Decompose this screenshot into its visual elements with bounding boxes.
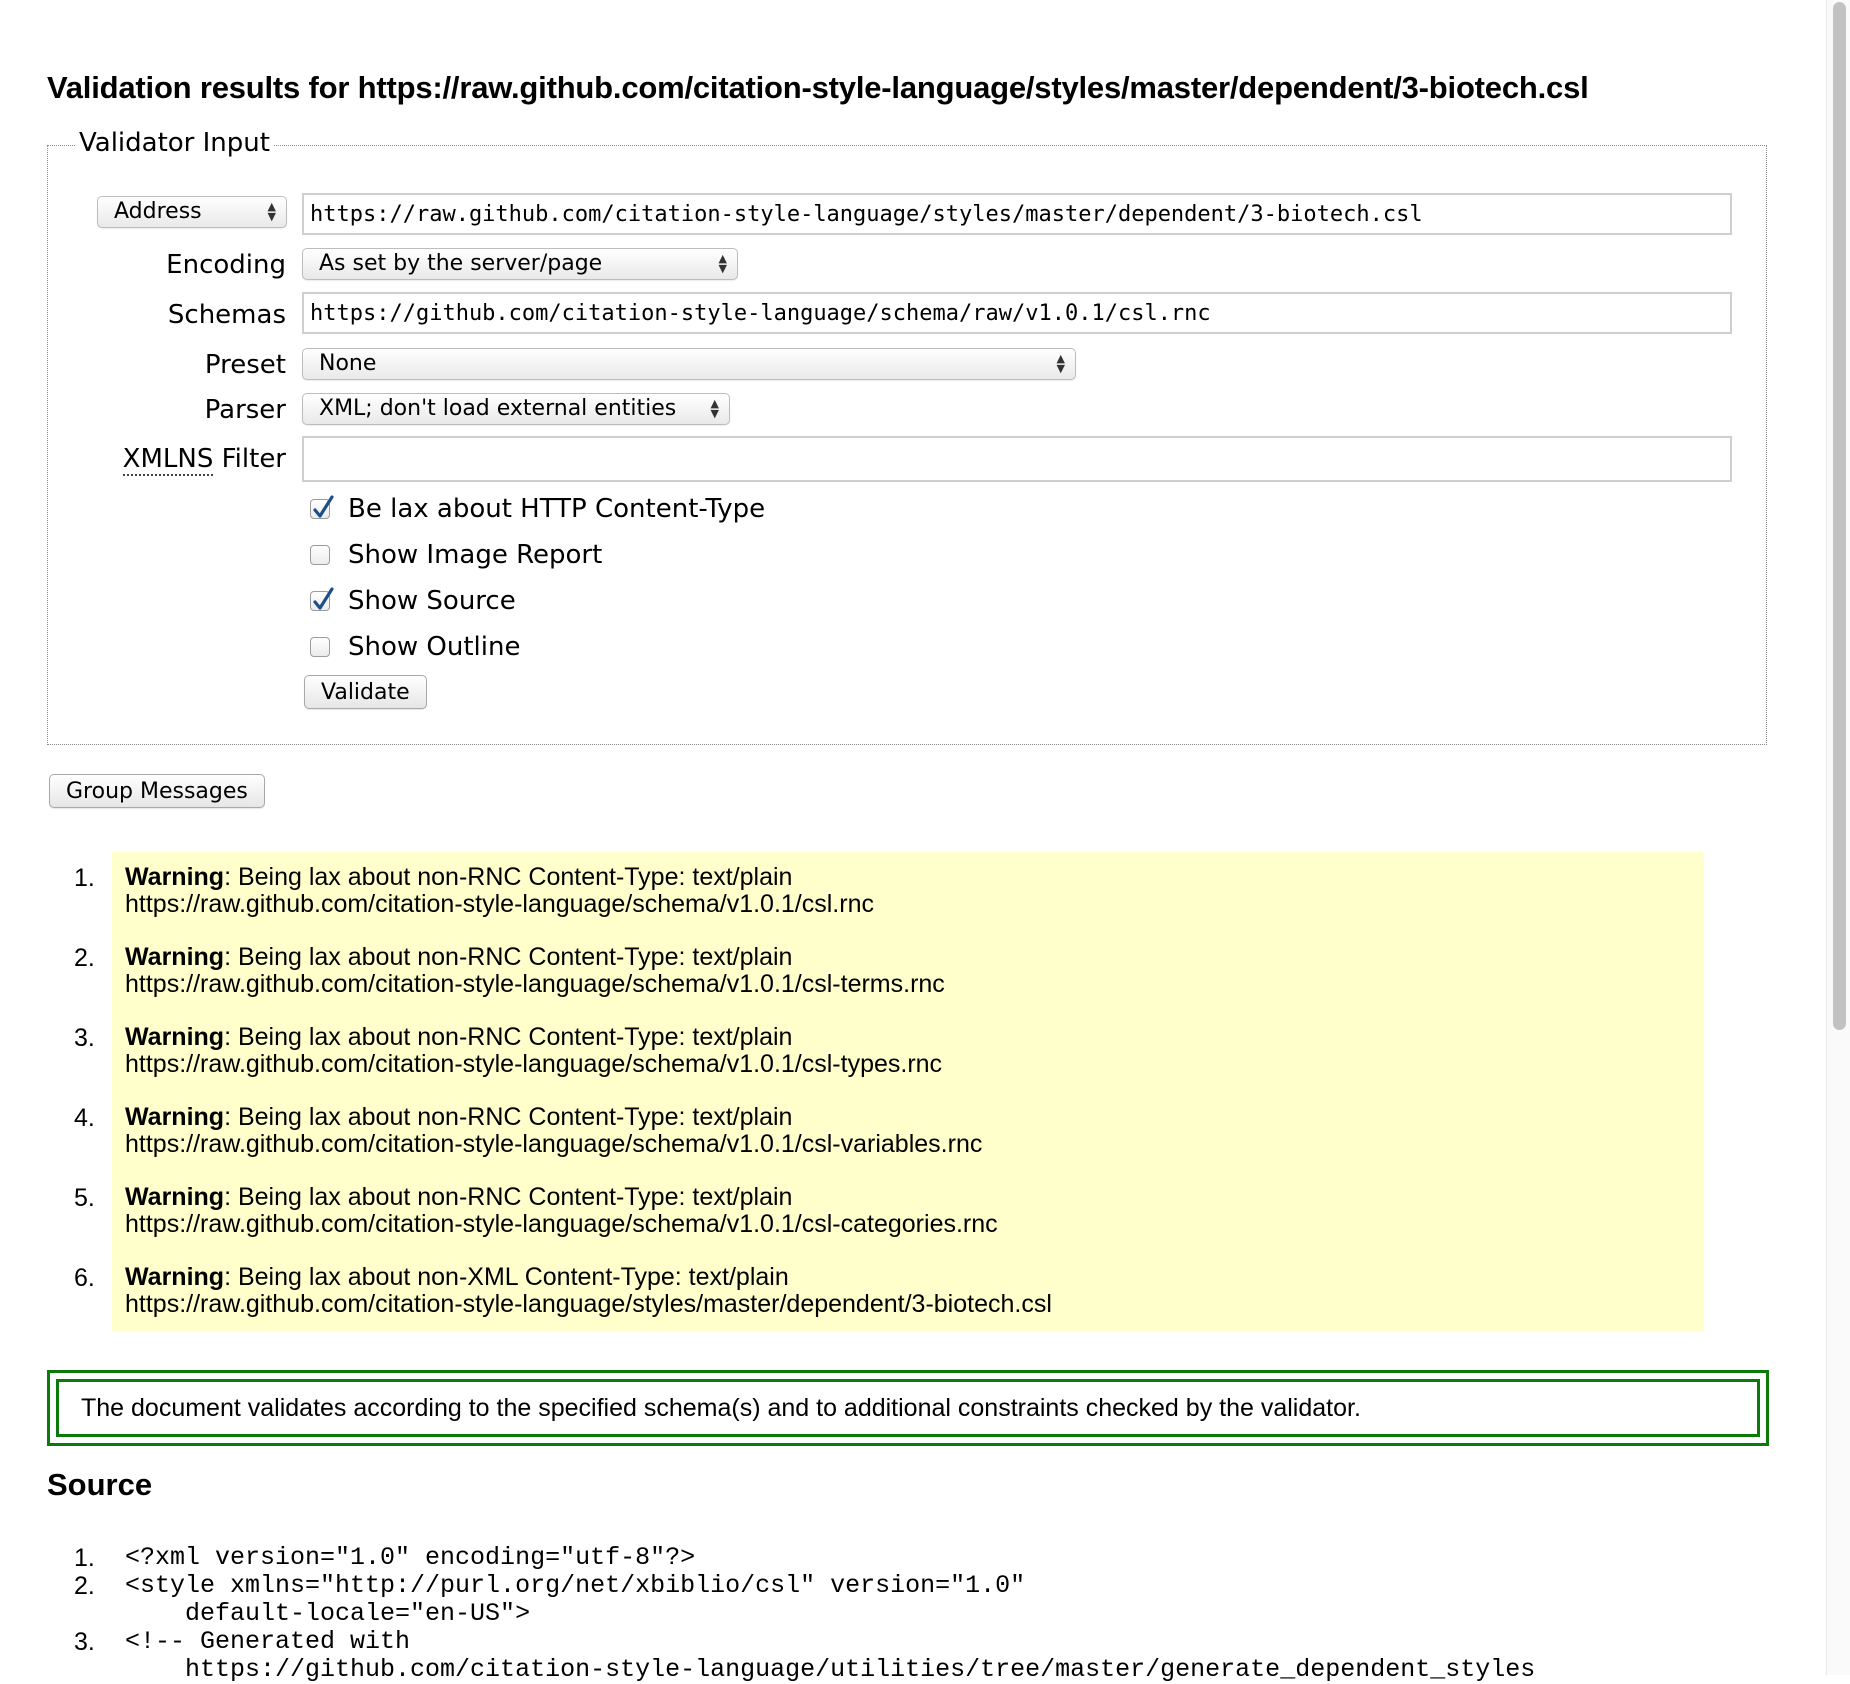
- checkbox-show-source-label: Show Source: [348, 586, 516, 616]
- checkbox-show-outline-label: Show Outline: [348, 632, 521, 662]
- checkbox-show-source[interactable]: [310, 584, 516, 618]
- message-url: https://raw.github.com/citation-style-language/schema/v1.0.1/csl.rnc: [125, 890, 874, 918]
- encoding-value: As set by the server/page: [319, 251, 603, 276]
- message-type: Warning: [125, 1263, 225, 1291]
- checkbox-image-report[interactable]: [310, 538, 602, 572]
- message-type: Warning: [125, 1103, 225, 1131]
- message-number: 5.: [74, 1184, 95, 1212]
- checkbox-image-report-box[interactable]: [310, 545, 330, 565]
- parser-value: XML; don't load external entities: [319, 396, 677, 421]
- checkbox-show-outline-box[interactable]: [310, 637, 330, 657]
- message-item: [125, 1024, 942, 1078]
- success-message: The document validates according to the specified schema(s) and to additional constraints checked by the validator.: [56, 1379, 1760, 1437]
- xmlns-abbr: XMLNS: [122, 444, 214, 474]
- message-number: 3.: [74, 1024, 95, 1052]
- source-line: <?xml version="1.0" encoding="utf-8"?>: [125, 1543, 696, 1572]
- message-item: [125, 1264, 1052, 1318]
- message-number: 1.: [74, 864, 95, 892]
- source-line-continuation: https://github.com/citation-style-language/utilities/tree/master/generate_dependent_styles: [125, 1655, 1536, 1684]
- select-arrows-icon: ▲ ▼: [718, 252, 727, 275]
- preset-label: Preset: [204, 350, 286, 380]
- address-input[interactable]: https://raw.github.com/citation-style-language/styles/master/dependent/3-biotech.csl: [302, 193, 1732, 235]
- messages-list: [112, 852, 1704, 1332]
- message-text: : Being lax about non-RNC Content-Type: text/plain: [224, 1183, 793, 1211]
- message-url: https://raw.github.com/citation-style-language/schema/v1.0.1/csl-variables.rnc: [125, 1130, 983, 1158]
- page-title: Validation results for https://raw.github.com/citation-style-language/styles/master/dependent/3-biotech.csl: [47, 70, 1589, 105]
- message-text: : Being lax about non-RNC Content-Type: text/plain: [224, 863, 793, 891]
- message-type: Warning: [125, 943, 225, 971]
- parser-select[interactable]: [302, 393, 730, 425]
- message-url: https://raw.github.com/citation-style-language/schema/v1.0.1/csl-categories.rnc: [125, 1210, 998, 1238]
- checkbox-lax-content-type-label: Be lax about HTTP Content-Type: [348, 494, 766, 524]
- message-type: Warning: [125, 1183, 225, 1211]
- validate-button[interactable]: Validate: [304, 675, 427, 709]
- message-item: [125, 1104, 982, 1158]
- xmlns-label-rest: Filter: [221, 444, 286, 474]
- message-url: https://raw.github.com/citation-style-language/schema/v1.0.1/csl-types.rnc: [125, 1050, 943, 1078]
- message-type: Warning: [125, 863, 225, 891]
- xmlns-filter-input[interactable]: [302, 436, 1732, 482]
- message-number: 6.: [74, 1264, 95, 1292]
- message-url: https://raw.github.com/citation-style-language/schema/v1.0.1/csl-terms.rnc: [125, 970, 945, 998]
- source-line-number: 1.: [74, 1544, 95, 1572]
- select-arrows-icon: ▲ ▼: [267, 200, 276, 223]
- encoding-select[interactable]: [302, 248, 738, 280]
- checkmark-icon: [310, 586, 336, 614]
- success-box: [47, 1370, 1769, 1446]
- source-line-number: 3.: [74, 1628, 95, 1656]
- input-mode-value: Address: [114, 199, 202, 224]
- message-url: https://raw.github.com/citation-style-language/styles/master/dependent/3-biotech.csl: [125, 1290, 1052, 1318]
- checkbox-image-report-label: Show Image Report: [348, 540, 603, 570]
- message-text: : Being lax about non-RNC Content-Type: text/plain: [224, 1103, 793, 1131]
- group-messages-button[interactable]: Group Messages: [49, 774, 265, 808]
- message-item: [125, 944, 945, 998]
- source-line-number: 2.: [74, 1572, 95, 1600]
- checkmark-icon: [310, 494, 336, 522]
- scrollbar-thumb[interactable]: [1833, 2, 1846, 1030]
- schemas-label: Schemas: [167, 300, 286, 330]
- message-text: : Being lax about non-RNC Content-Type: text/plain: [224, 1023, 793, 1051]
- select-arrows-icon: ▲ ▼: [1056, 352, 1065, 375]
- source-line-continuation: default-locale="en-US">: [125, 1599, 531, 1628]
- encoding-label: Encoding: [166, 250, 286, 280]
- checkbox-lax-content-type[interactable]: [310, 492, 765, 526]
- message-text: : Being lax about non-RNC Content-Type: text/plain: [224, 943, 793, 971]
- preset-select[interactable]: [302, 348, 1076, 380]
- checkbox-lax-content-type-box[interactable]: [310, 499, 330, 519]
- checkbox-show-source-box[interactable]: [310, 591, 330, 611]
- message-type: Warning: [125, 1023, 225, 1051]
- source-line: <!-- Generated with: [125, 1627, 411, 1656]
- checkbox-show-outline[interactable]: [310, 630, 520, 664]
- schemas-input[interactable]: https://github.com/citation-style-language/schema/raw/v1.0.1/csl.rnc: [302, 292, 1732, 334]
- page-scrollbar[interactable]: [1826, 0, 1850, 1675]
- message-number: 2.: [74, 944, 95, 972]
- preset-value: None: [319, 351, 377, 376]
- input-mode-select[interactable]: [97, 196, 287, 228]
- source-line: <style xmlns="http://purl.org/net/xbiblio/csl" version="1.0": [125, 1571, 1026, 1600]
- validator-input-legend: Validator Input: [75, 128, 274, 158]
- source-heading: Source: [47, 1467, 153, 1502]
- xmlns-filter-label: [123, 444, 286, 474]
- parser-label: Parser: [204, 395, 286, 425]
- message-text: : Being lax about non-XML Content-Type: text/plain: [224, 1263, 789, 1291]
- message-item: [125, 1184, 998, 1238]
- message-number: 4.: [74, 1104, 95, 1132]
- select-arrows-icon: ▲ ▼: [710, 397, 719, 420]
- message-item: [125, 864, 874, 918]
